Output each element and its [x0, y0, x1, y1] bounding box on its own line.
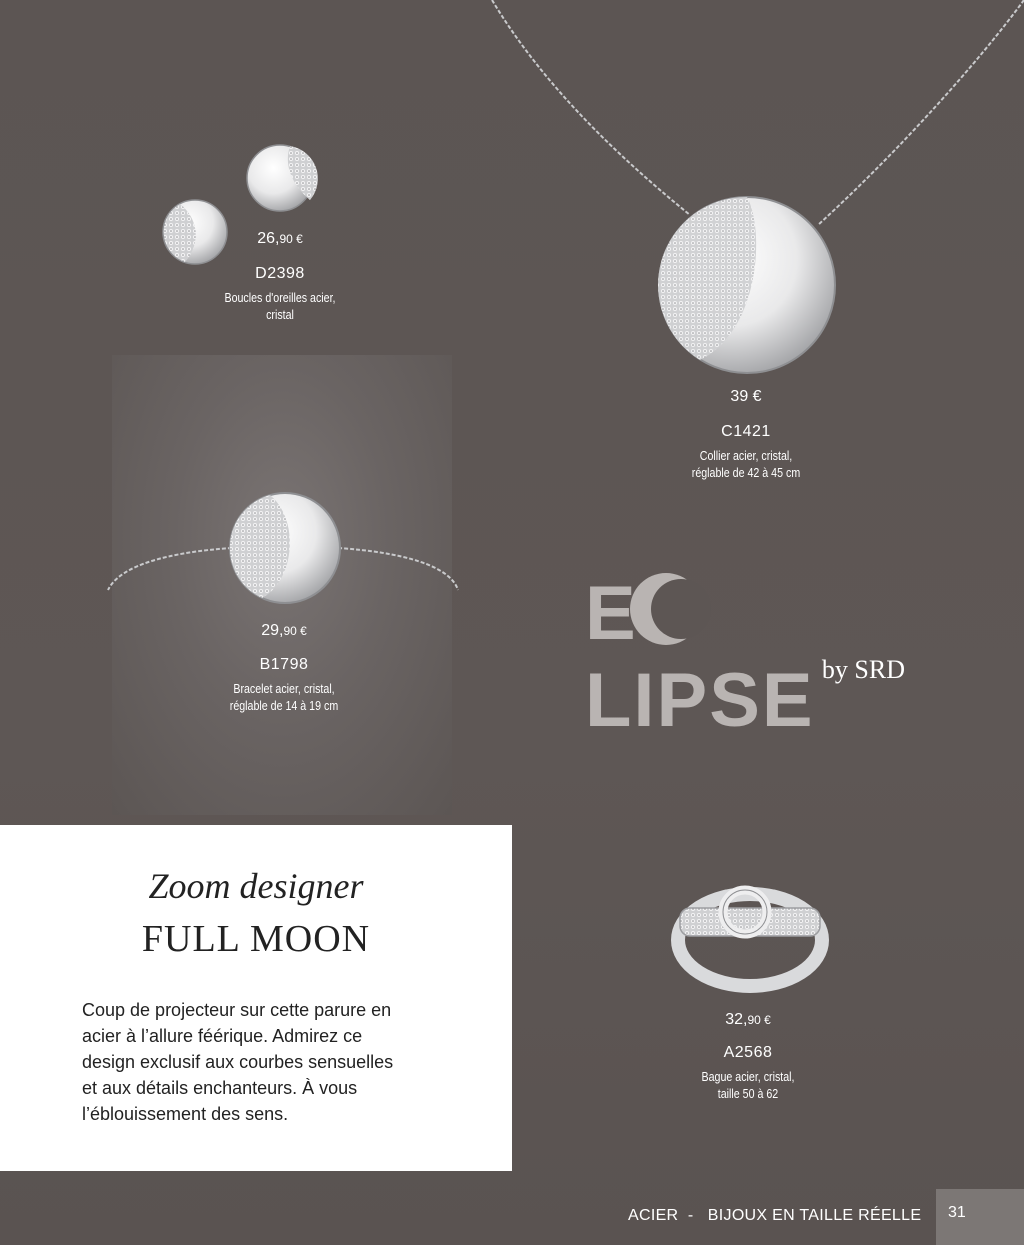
necklace-chain: [492, 0, 1024, 225]
eclipse-logo: ELIPSE: [585, 571, 815, 743]
necklace-description: Collier acier, cristal, réglable de 42 à 45 cm: [691, 448, 801, 480]
necklace-price: 39 €: [730, 388, 762, 405]
brand-byline: by SRD: [821, 655, 905, 684]
earrings-ref: D2398: [255, 265, 305, 282]
bracelet-price: 29,90 €: [261, 622, 307, 639]
feature-card: [0, 825, 512, 1171]
bracelet-ref: B1798: [259, 656, 309, 673]
footer-section-label: ACIER - BIJOUX EN TAILLE RÉELLE: [628, 1207, 922, 1224]
feature-title: FULL MOON: [141, 918, 371, 960]
ring-icon: [678, 890, 822, 986]
earrings-description: Boucles d'oreilles acier, cristal: [224, 290, 336, 322]
earrings-price: 26,90 €: [257, 230, 303, 247]
feature-kicker: Zoom designer: [148, 866, 364, 906]
necklace-pendant-icon: [658, 197, 835, 373]
necklace-ref: C1421: [721, 423, 771, 440]
bracelet-description: Bracelet acier, cristal, réglable de 14 à 19 cm: [229, 681, 339, 713]
page-number: 31: [948, 1204, 966, 1221]
ring-ref: A2568: [723, 1044, 773, 1061]
bracelet-icon: [108, 493, 458, 603]
ring-description: Bague acier, cristal, taille 50 à 62: [701, 1069, 795, 1101]
feature-body: Coup de projecteur sur cette parure en acier à l’allure féérique. Admirez ce design exclusif aux courbes sensuelles et aux détails enchanteurs. À vous l’éblouissement des sens.: [82, 1000, 394, 1124]
ring-price: 32,90 €: [725, 1011, 771, 1028]
